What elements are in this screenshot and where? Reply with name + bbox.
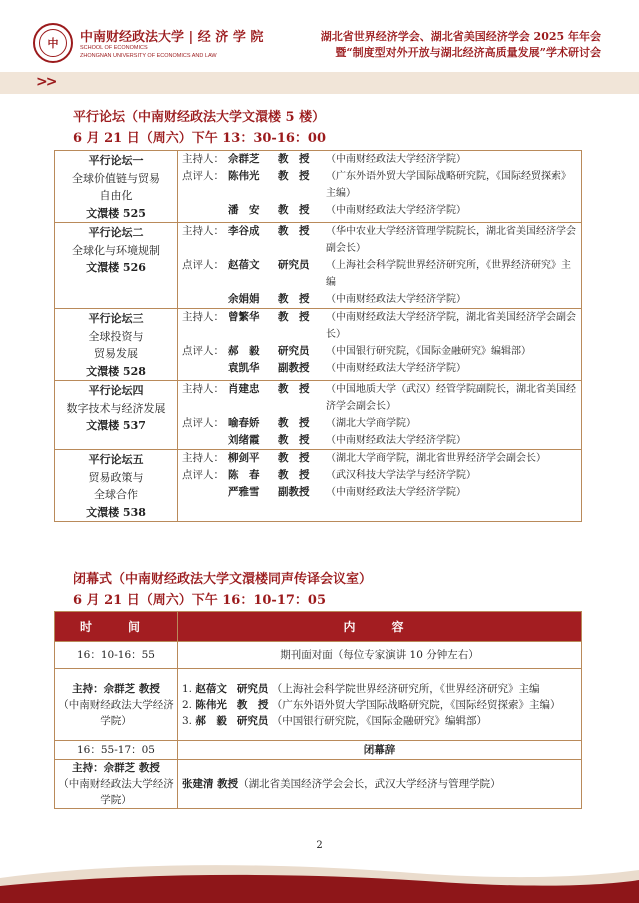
item-title: 研究员 — [236, 714, 269, 727]
forum-info-cell — [55, 450, 178, 522]
table-row — [55, 642, 582, 669]
page-header — [0, 0, 639, 72]
person-role: 主持人： — [182, 383, 224, 395]
item-affiliation: （广东外语外贸大学国际战略研究院，《国际经贸探索》主编） — [271, 698, 561, 711]
person-role — [182, 484, 228, 501]
person-name: 李谷成 — [228, 225, 260, 237]
person-title: 研究员 — [278, 259, 310, 271]
person-title: 副教授 — [278, 486, 310, 498]
forum-info-cell — [55, 151, 178, 223]
forum-name: 平行论坛五 — [88, 453, 144, 466]
person-affiliation: （中南财经政法大学经济学院） — [326, 435, 466, 446]
forum-people-cell — [178, 151, 582, 223]
person-affiliation: （中南财经政法大学经济学院） — [326, 294, 466, 305]
logo-english-line1: SCHOOL OF ECONOMICS — [80, 45, 148, 51]
person-title: 教 授 — [278, 452, 310, 464]
person-name: 柳剑平 — [228, 452, 260, 464]
person-affiliation: （上海社会科学院世界经济研究所，《世界经济研究》主编 — [326, 260, 571, 288]
conference-title — [321, 29, 601, 61]
person-role: 点评人： — [182, 170, 224, 182]
person-title: 教 授 — [278, 469, 310, 481]
header-band — [0, 72, 639, 94]
person-name: 潘 安 — [228, 204, 260, 216]
person-role — [182, 360, 228, 377]
person-role: 点评人： — [182, 469, 224, 481]
row4-speaker-affiliation: （湖北省美国经济学会会长，武汉大学经济与管理学院） — [238, 778, 501, 790]
person-name: 曾繁华 — [228, 311, 260, 323]
person-title: 副教授 — [278, 362, 310, 374]
forum-row — [55, 309, 582, 381]
row1-time: 16：10-16：55 — [55, 642, 178, 669]
person-row — [182, 415, 581, 432]
forum-people-cell — [178, 450, 582, 522]
person-title: 教 授 — [278, 434, 310, 446]
item-name: 陈伟光 — [195, 698, 227, 711]
person-row — [182, 450, 581, 467]
logo-english-name — [80, 44, 217, 60]
closing-table — [54, 611, 582, 809]
forum-room: 文澴楼 528 — [86, 364, 146, 378]
journal-speaker-item — [182, 681, 577, 697]
item-name: 郝 毅 — [195, 714, 227, 727]
person-title: 教 授 — [278, 293, 310, 305]
forum-topic-line: 数字技术与经济发展 — [66, 401, 166, 415]
item-number: 3. — [182, 714, 193, 727]
forum-room: 文澴楼 526 — [86, 261, 146, 274]
closing-section-title: 闭幕式（中南财经政法大学文澴楼同声传译会议室） — [73, 572, 373, 587]
forum-people-cell — [178, 381, 582, 450]
person-row — [182, 223, 581, 257]
person-row — [182, 168, 581, 202]
person-affiliation: （中南财经政法大学经济学院） — [326, 154, 466, 165]
row4-host: 主持：佘群芝 教授 — [72, 762, 160, 774]
forum-topic-line: 全球化与环境规制 — [72, 243, 160, 257]
forum-name: 平行论坛一 — [88, 154, 144, 167]
person-title: 教 授 — [278, 225, 310, 237]
forum-row — [55, 223, 582, 309]
seal-text: 中 — [39, 29, 67, 57]
forum-topic-line: 全球价值链与贸易 — [72, 171, 160, 185]
row2-host-affiliation: （中南财经政法大学经济学院） — [58, 698, 174, 727]
person-affiliation: （中国地质大学（武汉）经管学院副院长，湖北省美国经济学会副会长） — [326, 384, 576, 412]
conference-title-line2: 暨“制度型对外开放与湖北经济高质量发展”学术研讨会 — [335, 46, 601, 59]
closing-section-date: 6 月 21 日（周六）下午 16：10-17：05 — [73, 593, 326, 608]
person-row — [182, 151, 581, 168]
person-row — [182, 360, 581, 377]
person-affiliation: （武汉科技大学法学与经济学院） — [326, 470, 476, 481]
journal-speaker-item — [182, 697, 577, 713]
item-title: 教 授 — [236, 698, 269, 711]
forum-row — [55, 381, 582, 450]
forum-info-cell — [55, 309, 178, 381]
row3-content: 闭幕辞 — [178, 741, 582, 760]
table-row — [55, 669, 582, 741]
person-affiliation: （中南财经政法大学经济学院） — [326, 205, 466, 216]
row4-host-cell — [55, 760, 178, 809]
person-name: 陈伟光 — [228, 170, 260, 182]
person-row — [182, 309, 581, 343]
row2-speaker-list — [178, 669, 582, 741]
row4-content — [178, 760, 582, 809]
parallel-section-title: 平行论坛（中南财经政法大学文澴楼 5 楼） — [73, 110, 326, 125]
person-name: 严雅雪 — [228, 486, 260, 498]
journal-speaker-item — [182, 713, 577, 729]
university-seal-logo — [33, 23, 73, 63]
double-arrow-icon: >> — [36, 74, 56, 90]
person-row — [182, 343, 581, 360]
person-title: 研究员 — [278, 345, 310, 357]
person-role: 主持人： — [182, 153, 224, 165]
person-affiliation: （中南财经政法大学经济学院） — [326, 487, 466, 498]
forum-topic-line: 贸易发展 — [94, 347, 138, 360]
person-row — [182, 484, 581, 501]
forum-name: 平行论坛四 — [88, 384, 144, 397]
item-name: 赵蓓文 — [195, 682, 227, 695]
item-number: 2. — [182, 698, 193, 711]
item-title: 研究员 — [236, 682, 269, 695]
person-row — [182, 257, 581, 291]
person-affiliation: （中南财经政法大学经济学院，湖北省美国经济学会副会长） — [326, 312, 576, 340]
conference-title-line1: 湖北省世界经济学会、湖北省美国经济学会 2025 年年会 — [320, 30, 601, 43]
forum-people-cell — [178, 223, 582, 309]
column-header-content: 内 容 — [178, 612, 582, 642]
forum-info-cell — [55, 381, 178, 450]
person-row — [182, 467, 581, 484]
logo-chinese-name: 中南财经政法大学 | 经 济 学 院 — [80, 30, 264, 45]
person-role — [182, 432, 228, 449]
person-row — [182, 202, 581, 219]
column-header-time: 时 间 — [55, 612, 178, 642]
person-role: 点评人： — [182, 259, 224, 271]
person-title: 教 授 — [278, 311, 310, 323]
forum-name: 平行论坛二 — [88, 226, 144, 239]
person-title: 教 授 — [278, 383, 310, 395]
person-role: 点评人： — [182, 417, 224, 429]
person-name: 肖建忠 — [228, 383, 260, 395]
person-row — [182, 381, 581, 415]
person-role: 点评人： — [182, 345, 224, 357]
item-affiliation: （中国银行研究院，《国际金融研究》编辑部） — [271, 714, 487, 727]
person-name: 喻春娇 — [228, 417, 260, 429]
person-title: 教 授 — [278, 170, 310, 182]
forum-topic-line: 全球投资与 — [88, 329, 144, 343]
table-row — [55, 741, 582, 760]
footer-decoration — [0, 858, 639, 903]
forum-room: 文澴楼 538 — [86, 505, 146, 519]
item-number: 1. — [182, 682, 193, 695]
person-title: 教 授 — [278, 417, 310, 429]
row2-host-cell — [55, 669, 178, 741]
forum-topic-line: 贸易政策与 — [88, 470, 144, 484]
forum-row — [55, 151, 582, 223]
forum-room: 文澴楼 525 — [86, 206, 146, 220]
forum-people-cell — [178, 309, 582, 381]
person-row — [182, 291, 581, 308]
row1-content: 期刊面对面（每位专家演讲 10 分钟左右） — [178, 642, 582, 669]
person-name: 余娟娟 — [228, 293, 260, 305]
person-affiliation: （湖北大学商学院，湖北省世界经济学会副会长） — [326, 453, 546, 464]
person-name: 刘绪霞 — [228, 434, 260, 446]
row4-host-affiliation: （中南财经政法大学经济学院） — [58, 778, 174, 806]
forum-topic-line: 自由化 — [99, 189, 133, 202]
person-role: 主持人： — [182, 225, 224, 237]
forum-info-cell — [55, 223, 178, 309]
person-title: 教 授 — [278, 153, 310, 165]
person-title: 教 授 — [278, 204, 310, 216]
parallel-section-date: 6 月 21 日（周六）下午 13：30-16：00 — [73, 131, 326, 146]
person-name: 赵蓓文 — [228, 259, 260, 271]
person-affiliation: （广东外语外贸大学国际战略研究院，《国际经贸探索》主编） — [326, 171, 571, 199]
person-affiliation: （中国银行研究院，《国际金融研究》编辑部） — [326, 346, 531, 357]
person-role: 主持人： — [182, 452, 224, 464]
forum-name: 平行论坛三 — [88, 312, 144, 325]
page-number: 2 — [316, 840, 323, 851]
parallel-forum-table — [54, 150, 582, 522]
person-name: 佘群芝 — [228, 153, 260, 165]
person-affiliation: （湖北大学商学院） — [326, 418, 416, 429]
logo-english-line2: ZHONGNAN UNIVERSITY OF ECONOMICS AND LAW — [80, 53, 217, 59]
person-name: 郝 毅 — [228, 345, 260, 357]
item-affiliation: （上海社会科学院世界经济研究所，《世界经济研究》主编 — [271, 682, 540, 695]
person-name: 袁凯华 — [228, 362, 260, 374]
forum-topic-line: 全球合作 — [94, 488, 138, 501]
person-role: 主持人： — [182, 311, 224, 323]
person-row — [182, 432, 581, 449]
person-name: 陈 春 — [228, 469, 260, 481]
person-affiliation: （中南财经政法大学经济学院） — [326, 363, 466, 374]
person-role — [182, 291, 228, 308]
row4-speaker: 张建清 教授 — [182, 778, 239, 790]
person-role — [182, 202, 228, 219]
forum-row — [55, 450, 582, 522]
table-row — [55, 760, 582, 809]
row3-time: 16：55-17：05 — [55, 741, 178, 760]
row2-host: 主持：佘群芝 教授 — [72, 682, 160, 695]
forum-room: 文澴楼 537 — [86, 419, 146, 432]
person-affiliation: （华中农业大学经济管理学院院长，湖北省美国经济学会副会长） — [326, 226, 576, 254]
